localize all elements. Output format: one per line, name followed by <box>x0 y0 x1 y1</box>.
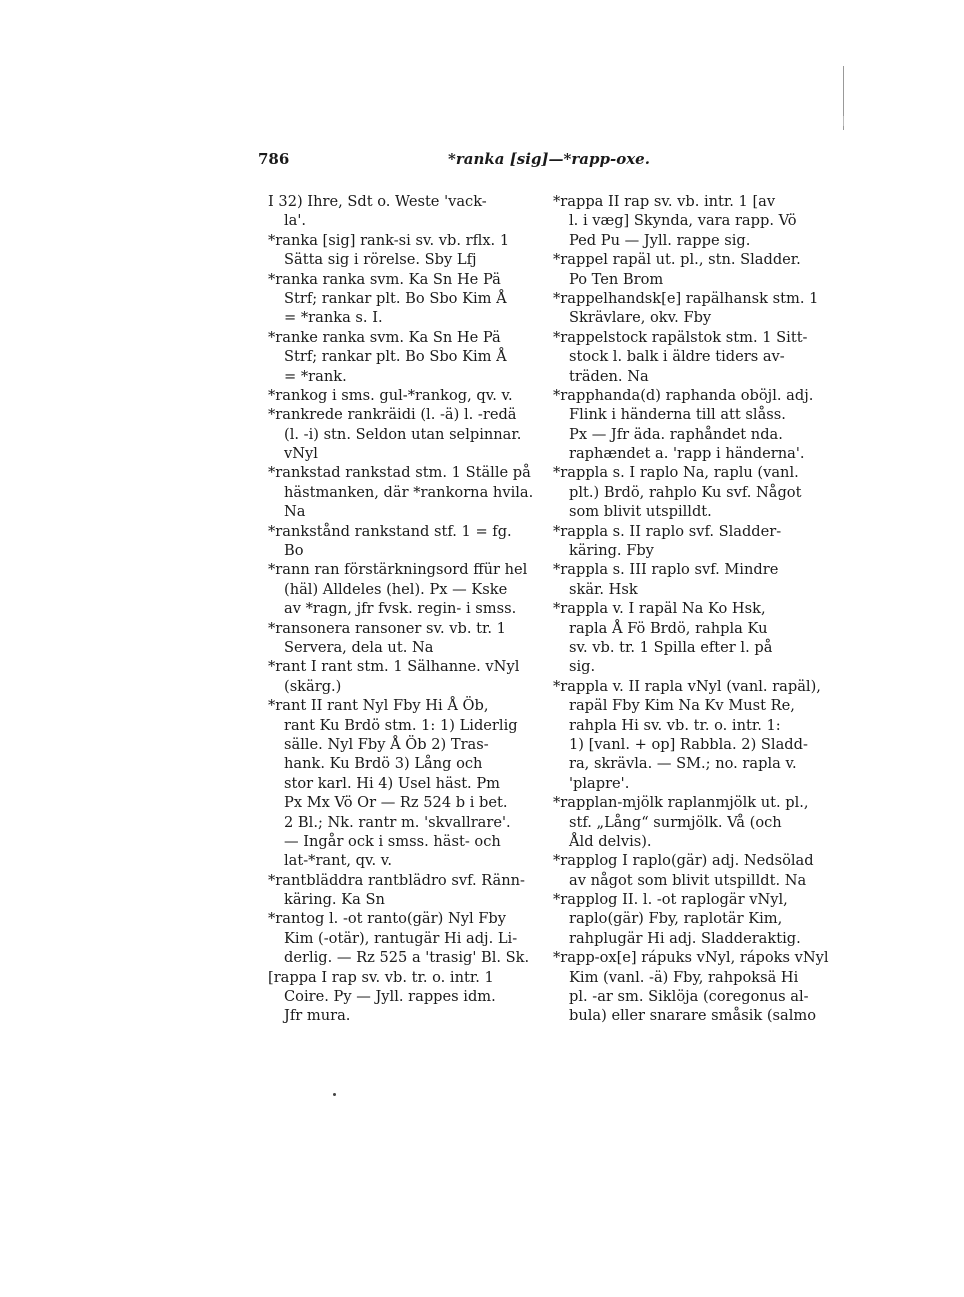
right-column <box>553 192 829 1026</box>
dictionary-line: lat-*rant, qv. v. <box>284 852 392 870</box>
dictionary-line: (l. -i) stn. Seldon utan selpinnar. <box>284 425 522 443</box>
dictionary-line: rapla Å Fö Brdö, rahpla Ku <box>569 619 768 637</box>
dictionary-line: rahpla Hi sv. vb. tr. o. intr. 1: <box>569 716 781 734</box>
dictionary-line: *rantog l. -ot ranto(gär) Nyl Fby <box>268 910 506 928</box>
dictionary-line: raplo(gär) Fby, raplotär Kim, <box>569 910 783 928</box>
dictionary-line: Strf; rankar plt. Bo Sbo Kim Å <box>284 289 507 307</box>
dictionary-line: la'. <box>284 212 307 230</box>
dictionary-line: *rappa II rap sv. vb. intr. 1 [av <box>553 193 776 210</box>
dictionary-line: Kim (-otär), rantugär Hi adj. Li- <box>284 929 518 947</box>
dictionary-line: Kim (vanl. -ä) Fby, rahpoksä Hi <box>569 968 799 986</box>
dictionary-line: *rapplan-mjölk raplanmjölk ut. pl., <box>553 794 809 812</box>
dictionary-line: *rappla s. II raplo svf. Sladder- <box>553 522 782 540</box>
dictionary-line: *rant I rant stm. 1 Sälhanne. vNyl <box>268 658 520 676</box>
dictionary-line: *rankstad rankstad stm. 1 Ställe på <box>268 464 531 482</box>
dictionary-line: *rankog i sms. gul-*rankog, qv. v. <box>268 386 513 404</box>
dictionary-line: vNyl <box>284 445 318 463</box>
dictionary-line: stor karl. Hi 4) Usel häst. Pm <box>284 774 500 792</box>
dictionary-line: träden. Na <box>569 367 649 385</box>
dictionary-line: stf. „Lång“ surmjölk. Vå (och <box>569 813 782 831</box>
dictionary-line: Px Mx Vö Or — Rz 524 b i bet. <box>284 794 508 812</box>
dictionary-line: (häl) Alldeles (hel). Px — Kske <box>284 580 508 598</box>
dictionary-line: *rankrede rankräidi (l. -ä) l. -redä <box>268 406 517 424</box>
dictionary-line: Px — Jfr äda. raphåndet nda. <box>569 425 783 443</box>
left-column <box>268 192 540 1026</box>
dictionary-line: sälle. Nyl Fby Å Öb 2) Tras- <box>284 735 489 753</box>
dictionary-line: stock l. balk i äldre tiders av- <box>569 348 785 366</box>
dictionary-line: I 32) Ihre, Sdt o. Weste 'vack- <box>268 193 487 210</box>
dictionary-line: Jfr mura. <box>284 1007 351 1025</box>
dictionary-line: = *rank. <box>284 367 347 385</box>
dictionary-line: *rapp-ox[e] rápuks vNyl, rápoks vNyl <box>553 949 829 967</box>
dictionary-line: som blivit utspilldt. <box>569 503 712 521</box>
dictionary-line: *rankstånd rankstand stf. 1 = fg. <box>268 522 512 540</box>
dictionary-line: rapäl Fby Kim Na Kv Must Re, <box>569 697 795 715</box>
dictionary-line: pl. -ar sm. Siklöja (coregonus al- <box>569 988 809 1006</box>
dictionary-line: käring. Fby <box>569 542 654 560</box>
dictionary-line: Ped Pu — Jyll. rappe sig. <box>569 231 751 249</box>
dictionary-line: *rappla v. I rapäl Na Ko Hsk, <box>553 600 766 618</box>
ink-speck <box>333 1093 336 1096</box>
dictionary-line: *rantbläddra rantblädro svf. Ränn- <box>268 871 525 889</box>
dictionary-line: Po Ten Brom <box>569 270 664 288</box>
dictionary-line: *rapphanda(d) raphanda oböjl. adj. <box>553 386 814 404</box>
dictionary-line: = *ranka s. I. <box>284 309 383 327</box>
dictionary-line: Sätta sig i rörelse. Sby Lfj <box>284 251 477 269</box>
dictionary-line: skär. Hsk <box>569 580 638 598</box>
dictionary-line: 1) [vanl. + op] Rabbla. 2) Sladd- <box>569 735 808 753</box>
dictionary-line: *ransonera ransoner sv. vb. tr. 1 <box>268 619 506 637</box>
dictionary-line: *rann ran förstärkningsord ffür hel <box>268 561 528 579</box>
dictionary-line: *rappla s. III raplo svf. Mindre <box>553 561 779 579</box>
dictionary-line: Åld delvis). <box>569 832 652 850</box>
dictionary-line: *ranka [sig] rank-si sv. vb. rflx. 1 <box>268 231 510 249</box>
dictionary-line: hank. Ku Brdö 3) Lång och <box>284 755 483 773</box>
dictionary-line: derlig. — Rz 525 a 'trasig' Bl. Sk. <box>284 949 530 967</box>
dictionary-line: av något som blivit utspilldt. Na <box>569 871 807 889</box>
page-edge-tick <box>843 116 844 126</box>
dictionary-line: ra, skrävla. — SM.; no. rapla v. <box>569 755 797 773</box>
dictionary-line: Servera, dela ut. Na <box>284 638 434 656</box>
dictionary-line: *rappla s. I raplo Na, raplu (vanl. <box>553 464 799 482</box>
running-head: *ranka [sig]—*rapp-oxe. <box>448 150 650 168</box>
dictionary-line: 2 Bl.; Nk. rantr m. 'skvallrare'. <box>284 813 511 831</box>
dictionary-line: *rappla v. II rapla vNyl (vanl. rapäl), <box>553 677 821 695</box>
dictionary-line: *rapplog II. l. -ot raplogär vNyl, <box>553 891 788 909</box>
dictionary-line: Strf; rankar plt. Bo Sbo Kim Å <box>284 348 507 366</box>
dictionary-line: hästmanken, där *rankorna hvila. <box>284 483 534 501</box>
dictionary-line: [rappa I rap sv. vb. tr. o. intr. 1 <box>268 968 494 986</box>
dictionary-line: 'plapre'. <box>569 774 630 792</box>
dictionary-line: l. i væg] Skynda, vara rapp. Vö <box>569 212 797 230</box>
dictionary-line: bula) eller snarare småsik (salmo <box>569 1007 817 1025</box>
dictionary-line: käring. Ka Sn <box>284 891 385 909</box>
dictionary-line: Na <box>284 503 306 521</box>
dictionary-line: raphændet a. 'rapp i händerna'. <box>569 445 805 463</box>
dictionary-line: *ranke ranka svm. Ka Sn He Pä <box>268 328 501 346</box>
dictionary-line: *rappelhandsk[e] rapälhansk stm. 1 <box>553 289 819 307</box>
dictionary-line: — Ingår ock i smss. häst- och <box>284 832 501 850</box>
dictionary-line: rant Ku Brdö stm. 1: 1) Liderlig <box>284 716 518 734</box>
dictionary-line: rahplugär Hi adj. Sladderaktig. <box>569 929 801 947</box>
dictionary-line: plt.) Brdö, rahplo Ku svf. Något <box>569 483 802 501</box>
dictionary-line: av *ragn, jfr fvsk. regin- i smss. <box>284 600 517 618</box>
dictionary-line: Bo <box>284 542 304 560</box>
dictionary-line: Flink i händerna till att slåss. <box>569 406 786 424</box>
dictionary-line: *rant II rant Nyl Fby Hi Å Öb, <box>268 697 489 715</box>
dictionary-line: *ranka ranka svm. Ka Sn He Pä <box>268 270 501 288</box>
dictionary-line: sv. vb. tr. 1 Spilla efter l. på <box>569 638 773 656</box>
dictionary-line: Skrävlare, okv. Fby <box>569 309 712 327</box>
dictionary-line: (skärg.) <box>284 677 342 695</box>
dictionary-line: *rappelstock rapälstok stm. 1 Sitt- <box>553 328 808 346</box>
page-number: 786 <box>258 150 290 168</box>
dictionary-line: *rappel rapäl ut. pl., stn. Sladder. <box>553 251 801 269</box>
dictionary-line: sig. <box>569 658 596 676</box>
dictionary-line: Coire. Py — Jyll. rappes idm. <box>284 988 496 1006</box>
dictionary-line: *rapplog I raplo(gär) adj. Nedsölad <box>553 852 814 870</box>
